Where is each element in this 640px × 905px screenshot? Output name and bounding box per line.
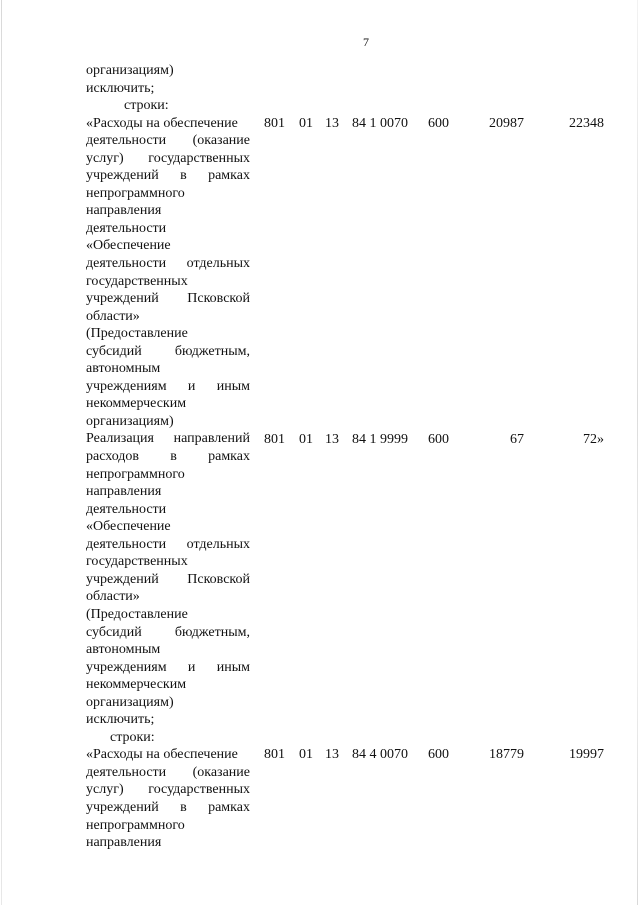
ved-code: 801 (264, 115, 285, 131)
word: учреждений (86, 571, 159, 587)
target-article-code: 84 1 0070 (352, 115, 408, 131)
text-line (86, 167, 250, 185)
word: учреждений (86, 291, 159, 307)
ved-code: 801 (264, 431, 285, 447)
text-line: автономным (86, 642, 161, 658)
text-line: непрограммного (86, 185, 185, 201)
word: услуг) (86, 150, 124, 166)
amount-year-1: 18779 (489, 747, 524, 763)
expense-type-code: 600 (428, 431, 449, 447)
text-line: автономным (86, 361, 161, 377)
text-line: области» (86, 308, 140, 324)
amount-year-2: 72» (583, 431, 604, 447)
text-line: строки: (110, 729, 155, 745)
subsection-code: 13 (325, 431, 339, 447)
text-line: строки: (124, 98, 169, 114)
text-line (86, 448, 250, 466)
word: учреждений (86, 168, 159, 184)
text-line: непрограммного (86, 817, 185, 833)
text-line: непрограммного (86, 466, 185, 482)
text-line (86, 781, 250, 799)
word: отдельных (186, 256, 250, 272)
text-line: организациям) (86, 63, 174, 78)
text-line: государственных (86, 273, 188, 289)
word: Реализация (86, 431, 154, 447)
word: (оказание (192, 133, 250, 149)
word: деятельности (86, 764, 167, 780)
amount-year-2: 22348 (569, 115, 604, 131)
word: рамках (208, 799, 250, 815)
description-column (86, 62, 250, 852)
text-line (86, 764, 250, 782)
word: Псковской (187, 291, 250, 307)
section-code: 01 (299, 115, 313, 131)
word: иным (216, 659, 250, 675)
page-number: 7 (363, 35, 369, 49)
text-line: направления (86, 484, 162, 500)
text-line (86, 150, 250, 168)
text-line: государственных (86, 554, 188, 570)
word: учреждениям (86, 378, 167, 394)
word: государственных (148, 150, 250, 166)
word: и (187, 659, 196, 675)
word: учреждений (86, 799, 159, 815)
subsection-code: 13 (325, 115, 339, 131)
text-line (86, 799, 250, 817)
text-line: (Предоставление (86, 606, 188, 622)
word: (оказание (192, 764, 250, 780)
text-line: (Предоставление (86, 326, 188, 342)
ved-code: 801 (264, 747, 285, 763)
text-line (86, 343, 250, 361)
word: рамках (208, 449, 250, 465)
word: Псковской (187, 571, 250, 587)
word: учреждениям (86, 659, 167, 675)
scan-edge-left (1, 0, 2, 905)
word: бюджетным, (174, 343, 250, 359)
text-line (86, 255, 250, 273)
text-line: «Расходы на обеспечение (86, 747, 238, 763)
scan-edge-right (637, 0, 638, 905)
subsection-code: 13 (325, 747, 339, 763)
word: в (180, 799, 187, 815)
text-line: области» (86, 589, 140, 605)
table-row (0, 431, 640, 449)
text-line: направления (86, 835, 162, 851)
word: в (170, 449, 177, 465)
text-line: «Расходы на обеспечение (86, 115, 238, 131)
text-line (86, 290, 250, 308)
text-line: исключить; (86, 712, 155, 728)
word: деятельности (86, 536, 167, 552)
word: расходов (86, 449, 140, 465)
word: бюджетным, (174, 624, 250, 640)
word: субсидий (86, 343, 142, 359)
text-line: «Обеспечение (86, 238, 171, 254)
text-line (86, 624, 250, 642)
word: иным (216, 378, 250, 394)
text-line: организациям) (86, 694, 174, 710)
text-line: исключить; (86, 80, 155, 96)
word: рамках (208, 168, 250, 184)
word: услуг) (86, 782, 124, 798)
amount-year-2: 19997 (569, 747, 604, 763)
section-code: 01 (299, 747, 313, 763)
target-article-code: 84 1 9999 (352, 431, 408, 447)
text-line: организациям) (86, 413, 174, 429)
text-line (86, 571, 250, 589)
word: деятельности (86, 133, 167, 149)
word: деятельности (86, 256, 167, 272)
word: и (187, 378, 196, 394)
target-article-code: 84 4 0070 (352, 747, 408, 763)
text-line: деятельности (86, 220, 167, 236)
text-line: деятельности (86, 501, 167, 517)
word: направлений (173, 431, 250, 447)
word: отдельных (186, 536, 250, 552)
amount-year-1: 67 (510, 431, 524, 447)
word: субсидий (86, 624, 142, 640)
text-line (86, 536, 250, 554)
table-row (0, 115, 640, 133)
text-line (86, 659, 250, 677)
word: в (180, 168, 187, 184)
text-line: некоммерческим (86, 677, 187, 693)
text-line: некоммерческим (86, 396, 187, 412)
table-row (0, 746, 640, 764)
text-line: «Обеспечение (86, 519, 171, 535)
word: государственных (148, 782, 250, 798)
expense-type-code: 600 (428, 115, 449, 131)
expense-type-code: 600 (428, 747, 449, 763)
text-line (86, 378, 250, 396)
text-line: направления (86, 203, 162, 219)
section-code: 01 (299, 431, 313, 447)
text-line (86, 132, 250, 150)
amount-year-1: 20987 (489, 115, 524, 131)
